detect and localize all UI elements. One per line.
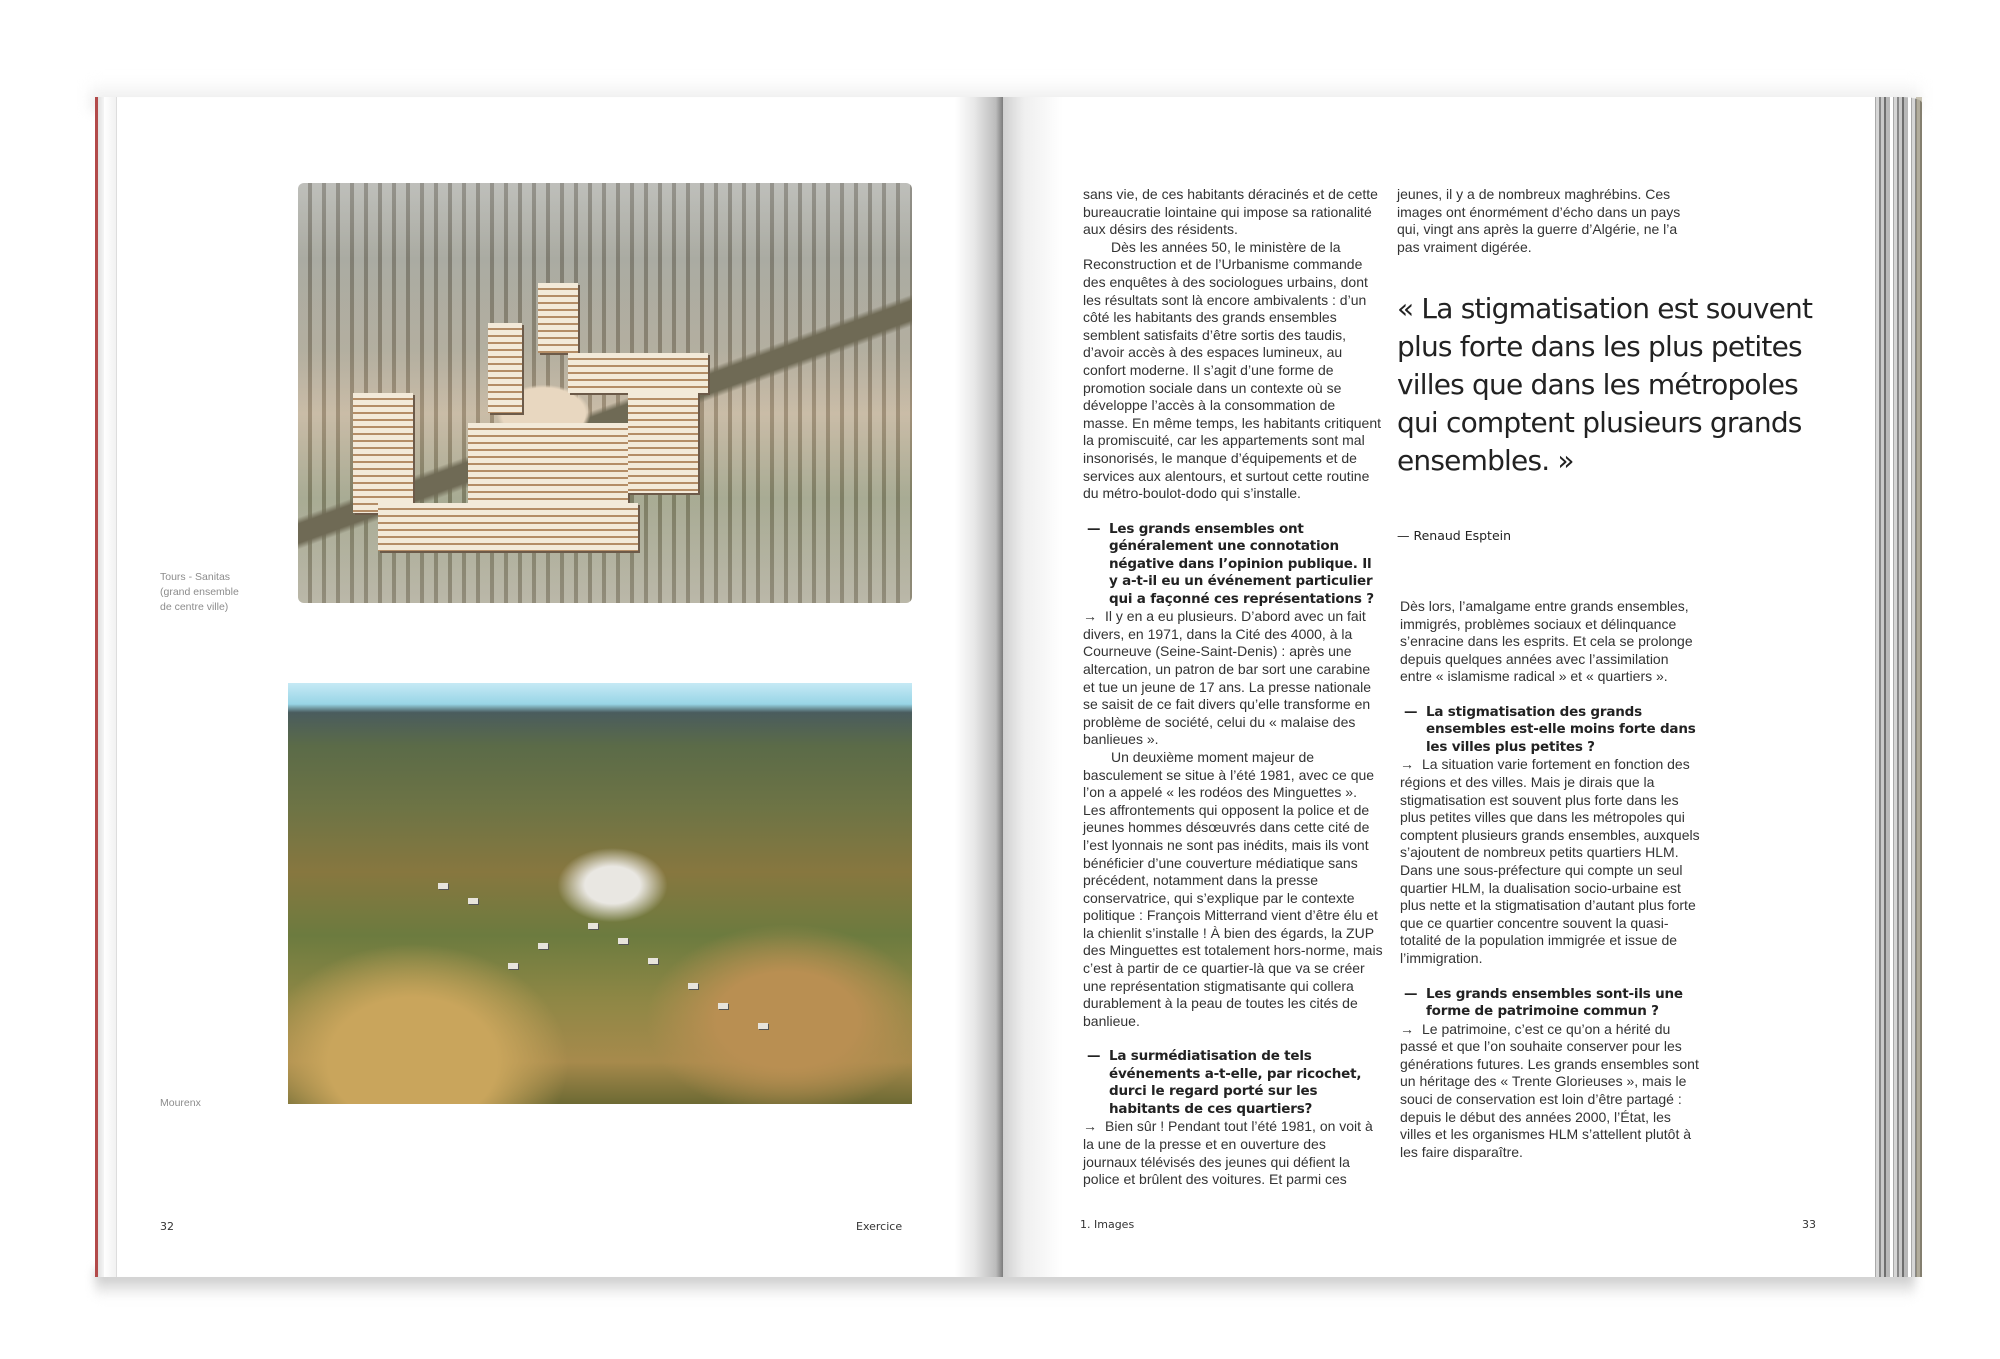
photo-tours-sanitas	[298, 183, 912, 603]
caption-line: Mourenx	[160, 1097, 201, 1109]
text-column-1	[1083, 186, 1383, 1189]
paragraph: jeunes, il y a de nombreux maghrébins. Ces images ont énormément d’écho dans un pays qui, vingt ans après la guerre d’Algérie, ne l’a pas vraiment digérée.	[1397, 186, 1681, 255]
text-column-2-bottom	[1400, 598, 1700, 1161]
arrow-right-icon: →	[1400, 756, 1414, 773]
answer-text: La situation varie fortement en fonction des régions et des villes. Mais je dirais que la stigmatisation est souvent plus forte dans les plus petites villes que dans les métropoles qui comptent plusieurs grands ensembles, auxquels s’ajoutent de nombreux petits quartiers HLM. Dans une sous-préfecture qui compte un seul quartier HLM, la dualisation socio-urbaine est plus nette et la stigmatisation d’autant plus forte que ce quartier concentre souvent la quasi-totalité de la population immigrée et issue de l’immigration.	[1400, 756, 1700, 966]
dash-icon: —	[1404, 703, 1418, 720]
arrow-right-icon: →	[1083, 608, 1097, 625]
paragraph: Un deuxième moment majeur de basculement se situe à l’été 1981, avec ce que l’on a appelé « les rodéos des Minguettes ». Les affrontements qui opposent la police et de jeunes hommes désœuvrés dans cette cité de l’est lyonnais ne sont pas inédits, mais ils vont bénéficier d’une couverture médiatique sans précédent, notamment dans la presse conservatrice, qui s’explique par le contexte politique : François Mitterrand vient d’être élu et la chienlit s’installe ! À bien des égards, la ZUP des Minguettes est totalement hors-norme, mais c’est à partir de ce quartier-là que va se créer une représentation stigmatisante qui collera durablement à la peau de toutes les cités de banlieue.	[1083, 748, 1383, 1029]
house	[648, 958, 658, 964]
tower-block	[488, 323, 522, 413]
interview-question	[1083, 521, 1383, 609]
text-column-2-top	[1397, 186, 1697, 256]
arrow-right-icon: →	[1083, 1118, 1097, 1135]
folio-right: 33	[1802, 1218, 1816, 1231]
tower-block	[538, 283, 578, 353]
question-text: Les grands ensembles sont-ils une forme de patrimoine commun ?	[1426, 985, 1683, 1020]
interview-question	[1400, 704, 1700, 757]
tower-block	[353, 393, 413, 513]
pull-quote: « La stigmatisation est souvent plus forte dans les plus petites villes que dans les métropoles qui comptent plusieurs grands ensembles. »	[1397, 292, 1813, 477]
slab-block	[378, 503, 638, 551]
paragraph: sans vie, de ces habitants déracinés et de cette bureaucratie lointaine qui impose sa rationalité aux désirs des résidents.	[1083, 186, 1378, 238]
running-head-left: Exercice	[856, 1220, 903, 1233]
answer-text: Il y en a eu plusieurs. D’abord avec un fait divers, en 1971, dans la Cité des 4000, à la Courneuve (Seine-Saint-Denis) : après une altercation, un patron de bar sort une carabine et tue un jeune de 17 ans. La presse nationale se saisit de ce fait divers qu’elle transforme en problème de société, celui du « malaise des banlieues ».	[1083, 608, 1371, 748]
dash-icon: —	[1404, 985, 1418, 1002]
dash-icon: —	[1087, 1048, 1101, 1065]
pull-quote-attribution: — Renaud Esptein	[1397, 528, 1512, 543]
paragraph: Dès les années 50, le ministère de la Reconstruction et de l’Urbanisme commande des enquêtes à des sociologues urbains, dont les résultats sont là encore ambivalents : d’un côté les habitants des grands ensembles semblent satisfaits d’être sortis des taudis, d’avoir accès à des espaces lumineux, au confort moderne. Il s’agit d’une forme de promotion sociale dans un contexte où se développe l’accès à la consommation de masse. En même temps, les habitants critiquent la promiscuité, car les appartements sont mal insonorisés, le manque d’équipements et de services aux alentours, et surtout cette routine du métro-boulot-dodo qui s’installe.	[1083, 238, 1382, 502]
caption-mourenx	[160, 1096, 201, 1111]
answer	[1083, 608, 1383, 749]
gutter-shadow-right	[1003, 97, 1063, 1277]
arrow-right-icon: →	[1400, 1020, 1414, 1037]
running-head-right: 1. Images	[1080, 1218, 1135, 1231]
answer-text: Bien sûr ! Pendant tout l’été 1981, on voit à la une de la presse et en ouverture des journaux télévisés des jeunes qui défient la police et brûlent des voitures. Et parmi ces	[1083, 1118, 1373, 1188]
slab-block	[468, 423, 628, 503]
paragraph: Dès lors, l’amalgame entre grands ensembles, immigrés, problèmes sociaux et délinquance s’enracine dans les esprits. Et cela se prolonge depuis quelques années avec l’assimilation entre « islamisme radical » et « quartiers ».	[1400, 598, 1693, 685]
folio-left: 32	[160, 1220, 174, 1233]
slab-block	[568, 353, 708, 393]
answer	[1400, 756, 1700, 967]
caption-tours	[160, 570, 239, 615]
house	[438, 883, 448, 889]
house	[618, 938, 628, 944]
house	[688, 983, 698, 989]
page-edges-stack	[1872, 97, 1922, 1277]
gutter-shadow-left	[955, 97, 1003, 1277]
dash-icon: —	[1087, 520, 1101, 537]
photo-mourenx	[288, 683, 912, 1104]
house	[758, 1023, 768, 1029]
house	[588, 923, 598, 929]
house	[468, 898, 478, 904]
caption-line: (grand ensemble	[160, 586, 239, 598]
answer	[1400, 1021, 1700, 1162]
answer-text: Le patrimoine, c’est ce qu’on a hérité du passé et que l’on souhaite conserver pour les générations futures. Les grands ensembles sont un héritage des « Trente Glorieuses », mais le souci de conservation est loin d’être partagé : depuis le début des années 2000, l’État, les villes et les organismes HLM s’attellent plutôt à les faire disparaître.	[1400, 1020, 1699, 1160]
house	[508, 963, 518, 969]
interview-question	[1400, 986, 1700, 1021]
answer	[1083, 1118, 1383, 1188]
question-text: La stigmatisation des grands ensembles est-elle moins forte dans les villes plus petites ?	[1426, 703, 1696, 755]
caption-line: Tours - Sanitas	[160, 571, 231, 583]
interview-question	[1083, 1048, 1383, 1118]
house	[538, 943, 548, 949]
question-text: Les grands ensembles ont généralement une connotation négative dans l’opinion publique. Il y a-t-il eu un événement particulier qui a façonné ces représentations ?	[1109, 520, 1374, 607]
slab-block	[628, 393, 698, 493]
question-text: La surmédiatisation de tels événements a-t-elle, par ricochet, durci le regard porté sur les habitants de ces quartiers?	[1109, 1048, 1362, 1117]
caption-line: de centre ville)	[160, 601, 229, 613]
house	[718, 1003, 728, 1009]
